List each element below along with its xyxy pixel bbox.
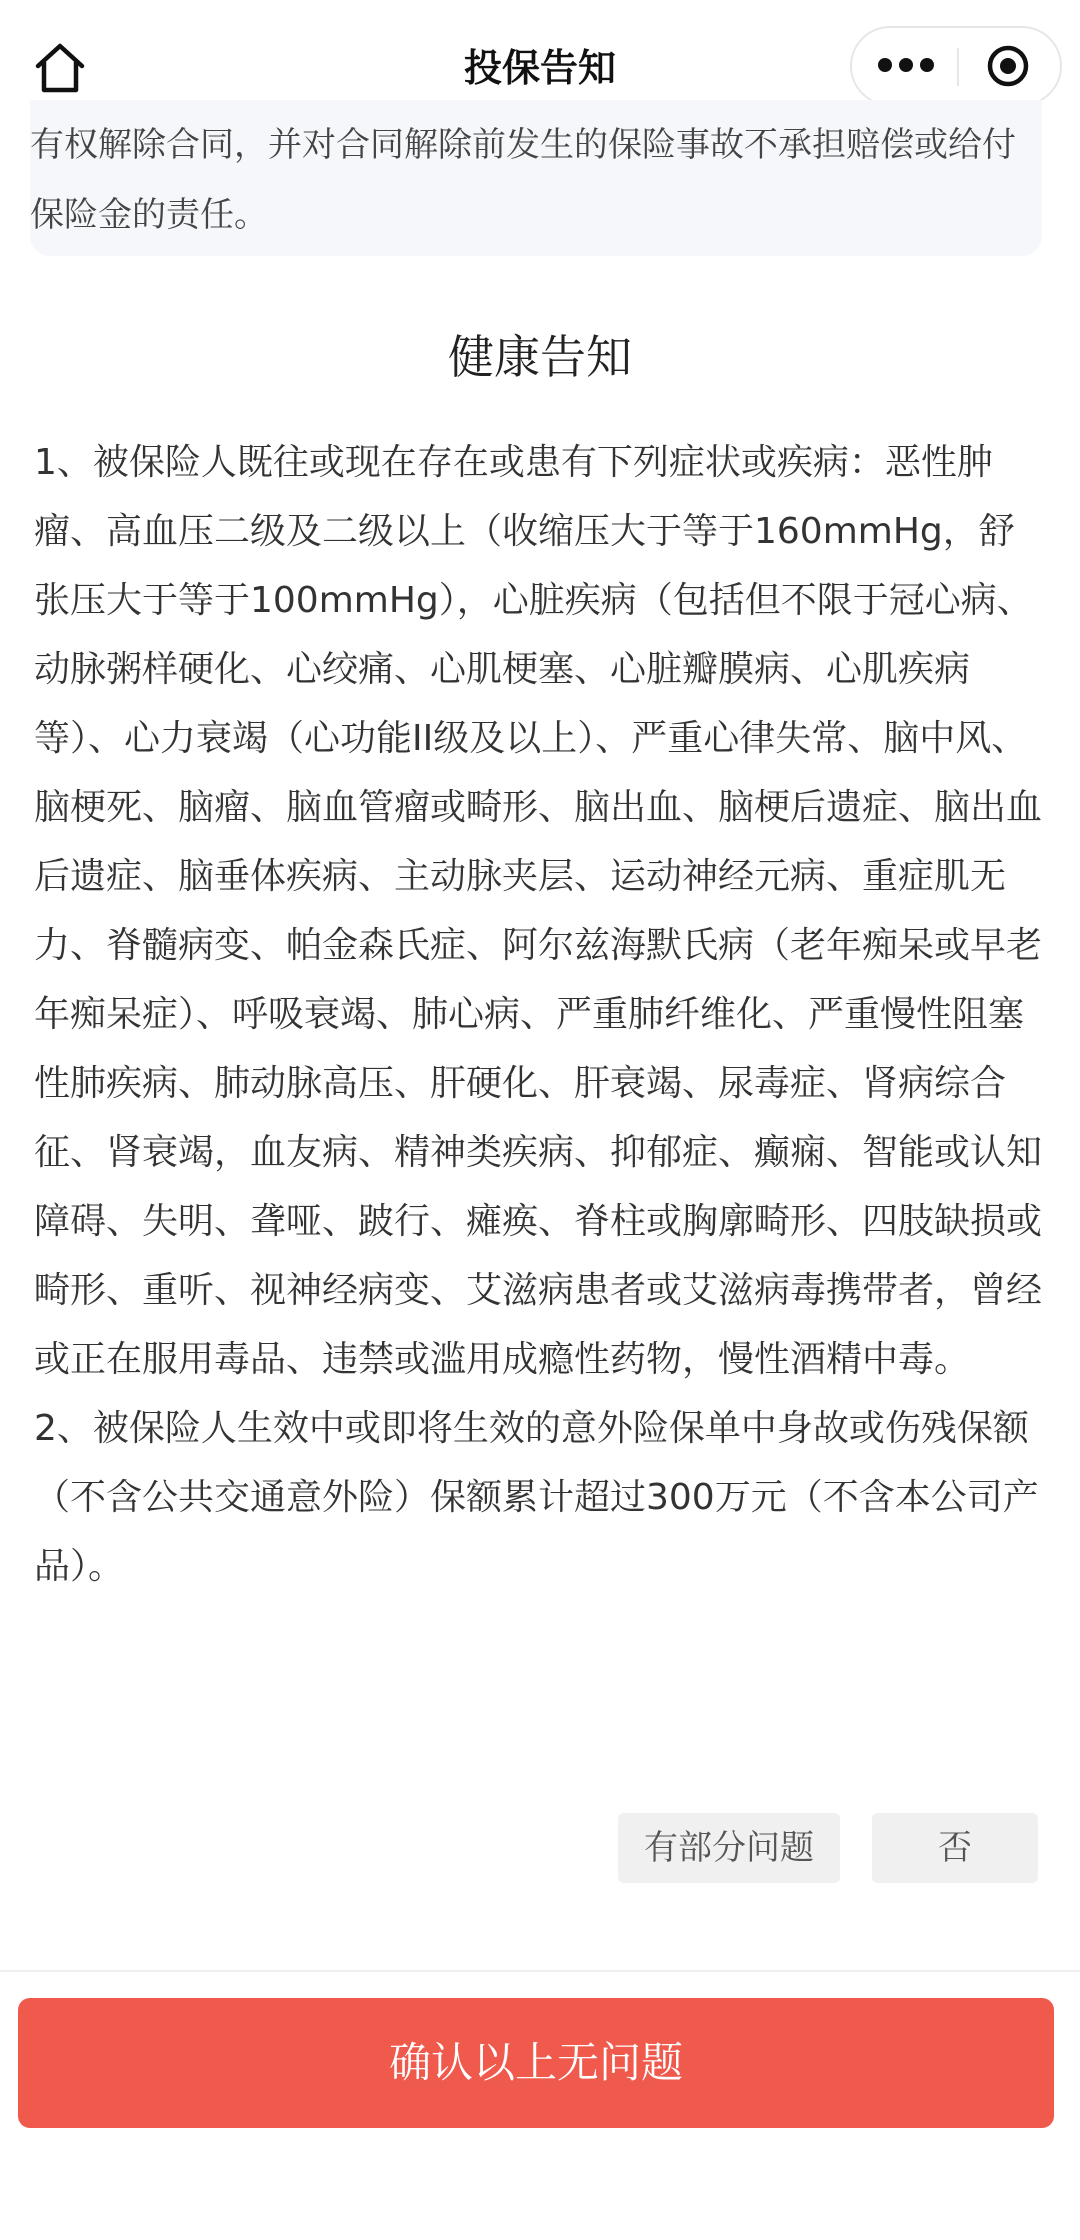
mini-program-capsule xyxy=(850,26,1062,106)
no-button[interactable]: 否 xyxy=(872,1813,1038,1883)
notice-text: 有权解除合同，并对合同解除前发生的保险事故不承担赔偿或给付保险金的责任。 xyxy=(30,125,1016,235)
health-notice-title: 健康告知 xyxy=(448,330,632,384)
target-icon[interactable] xyxy=(986,44,1030,88)
page-title: 投保告知 xyxy=(463,46,616,90)
capsule-divider xyxy=(957,48,959,86)
health-item-1: 1、被保险人既往或现在存在或患有下列症状或疾病：恶性肿瘤、高血压二级及二级以上（收缩压大于等于160mmHg，舒张压大于等于100mmHg），心脏疾病（包括但不限于冠心病、动脉粥样硬化、心绞痛、心肌梗塞、心脏瓣膜病、心肌疾病等）、心力衰竭（心功能II级及以上）、严重心律失常、脑中风、脑梗死、脑瘤、脑血管瘤或畸形、脑出血、脑梗后遗症、脑出血后遗症、脑垂体疾病、主动脉夹层、运动神经元病、重症肌无力、脊髓病变、帕金森氏症、阿尔兹海默氏病（老年痴呆或早老年痴呆症）、呼吸衰竭、肺心病、严重肺纤维化、严重慢性阻塞性肺疾病、肺动脉高压、肝硬化、肝衰竭、尿毒症、肾病综合征、肾衰竭，血友病、精神类疾病、抑郁症、癫痫、智能或认知障碍、失明、聋哑、跛行、瘫痪、脊柱或胸廓畸形、四肢缺损或畸形、重听、视神经病变、艾滋病患者或艾滋病毒携带者，曾经或正在服用毒品、违禁或滥用成瘾性药物，慢性酒精中毒。 xyxy=(34,442,1043,1380)
health-notice-content xyxy=(34,428,1046,1601)
health-item-2: 2、被保险人生效中或即将生效的意外险保单中身故或伤残保额（不含公共交通意外险）保额累计超过300万元（不含本公司产品）。 xyxy=(34,1408,1039,1587)
partial-issue-button[interactable]: 有部分问题 xyxy=(618,1813,840,1883)
confirm-no-issue-button[interactable]: 确认以上无问题 xyxy=(18,1998,1054,2128)
more-dots-icon[interactable] xyxy=(878,58,934,74)
bottom-divider xyxy=(0,1970,1080,1972)
